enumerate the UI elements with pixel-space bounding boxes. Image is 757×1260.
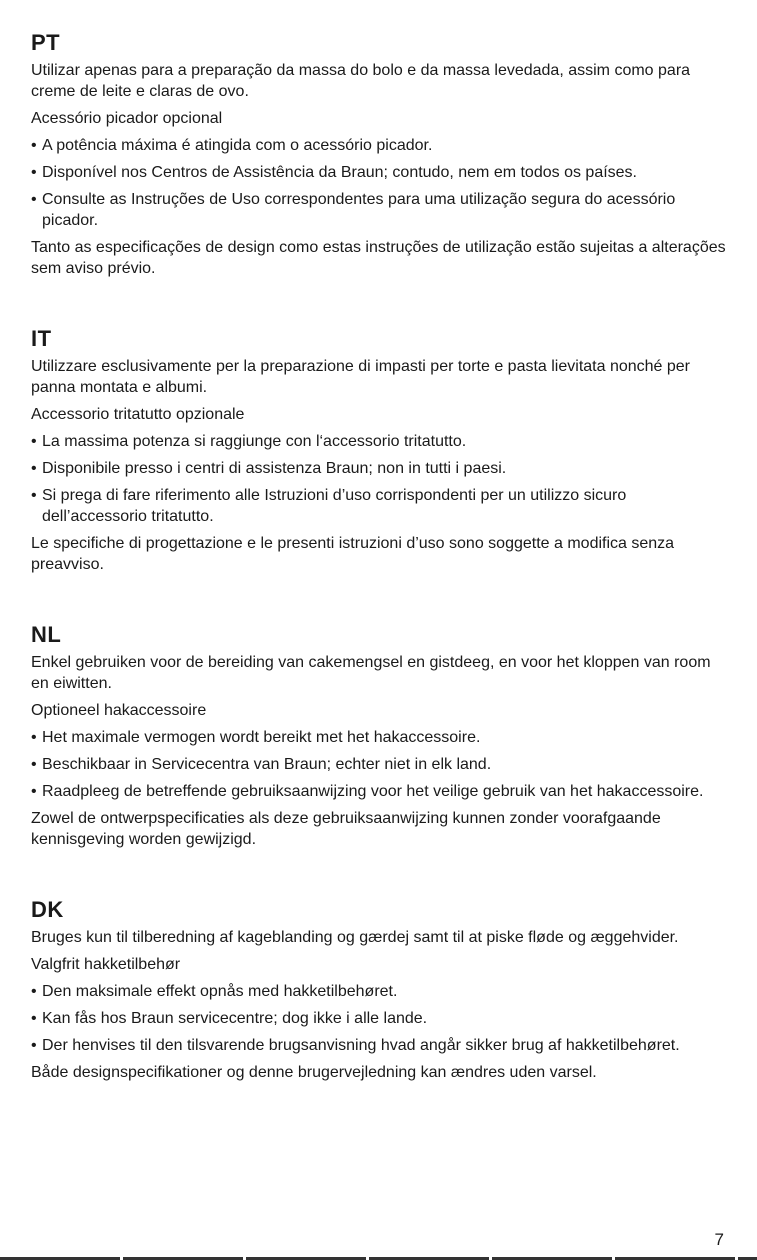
bullet-item: • Consulte as Instruções de Uso correspondentes para uma utilização segura do acessório picador. [31, 189, 731, 231]
intro-paragraph: Utilizzare esclusivamente per la preparazione di impasti per torte e pasta lievitata nonché per panna montata e albumi. [31, 358, 691, 396]
bullet-item: • Den maksimale effekt opnås med hakketilbehøret. [31, 981, 731, 1002]
bullet-item: • Het maximale vermogen wordt bereikt met het hakaccessoire. [31, 727, 731, 748]
section-nl [31, 622, 731, 850]
page-number: 7 [714, 1230, 724, 1249]
document-page [31, 30, 731, 1130]
intro-paragraph: Enkel gebruiken voor de bereiding van cakemengsel en gistdeeg, en voor het kloppen van room en eiwitten. [31, 654, 711, 692]
bullet-item: • Raadpleeg de betreffende gebruiksaanwijzing voor het veilige gebruik van het hakaccessoire. [31, 781, 731, 802]
language-heading: IT [31, 326, 52, 351]
intro-paragraph: Bruges kun til tilberedning af kageblanding og gærdej samt til at piske fløde og æggehvider. [31, 929, 679, 946]
bullet-item: • A potência máxima é atingida com o acessório picador. [31, 135, 731, 156]
accessory-title: Valgfrit hakketilbehør [31, 956, 181, 973]
bullet-list [31, 981, 731, 1056]
footer-note: Tanto as especificações de design como estas instruções de utilização estão sujeitas a alterações sem aviso prévio. [31, 239, 726, 277]
bullet-item: • Beschikbaar in Servicecentra van Braun; echter niet in elk land. [31, 754, 731, 775]
accessory-title: Accessorio tritatutto opzionale [31, 406, 245, 423]
section-dk [31, 897, 731, 1083]
intro-paragraph: Utilizar apenas para a preparação da massa do bolo e da massa levedada, assim como para creme de leite e claras de ovo. [31, 62, 691, 100]
section-it [31, 326, 731, 575]
bullet-item: • Disponível nos Centros de Assistência da Braun; contudo, nem em todos os países. [31, 162, 731, 183]
bullet-list [31, 727, 731, 802]
language-heading: NL [31, 622, 62, 647]
language-heading: DK [31, 897, 64, 922]
footer-note: Zowel de ontwerpspecificaties als deze gebruiksaanwijzing kunnen zonder voorafgaande kennisgeving worden gewijzigd. [31, 810, 661, 848]
bullet-item: • Der henvises til den tilsvarende brugsanvisning hvad angår sikker brug af hakketilbehøret. [31, 1035, 731, 1056]
bullet-item: • Si prega di fare riferimento alle Istruzioni d’uso corrispondenti per un utilizzo sicuro dell’accessorio tritatutto. [31, 485, 731, 527]
bullet-list [31, 135, 731, 231]
bullet-item: • Kan fås hos Braun servicecentre; dog ikke i alle lande. [31, 1008, 731, 1029]
bullet-item: • La massima potenza si raggiunge con l‘accessorio tritatutto. [31, 431, 731, 452]
bullet-list [31, 431, 731, 527]
footer-note: Le specifiche di progettazione e le presenti istruzioni d’uso sono soggette a modifica senza preavviso. [31, 535, 675, 573]
accessory-title: Optioneel hakaccessoire [31, 702, 207, 719]
language-heading: PT [31, 30, 61, 55]
bullet-item: • Disponibile presso i centri di assistenza Braun; non in tutti i paesi. [31, 458, 731, 479]
accessory-title: Acessório picador opcional [31, 110, 223, 127]
footer-note: Både designspecifikationer og denne brugervejledning kan ændres uden varsel. [31, 1064, 597, 1081]
section-pt [31, 30, 731, 279]
